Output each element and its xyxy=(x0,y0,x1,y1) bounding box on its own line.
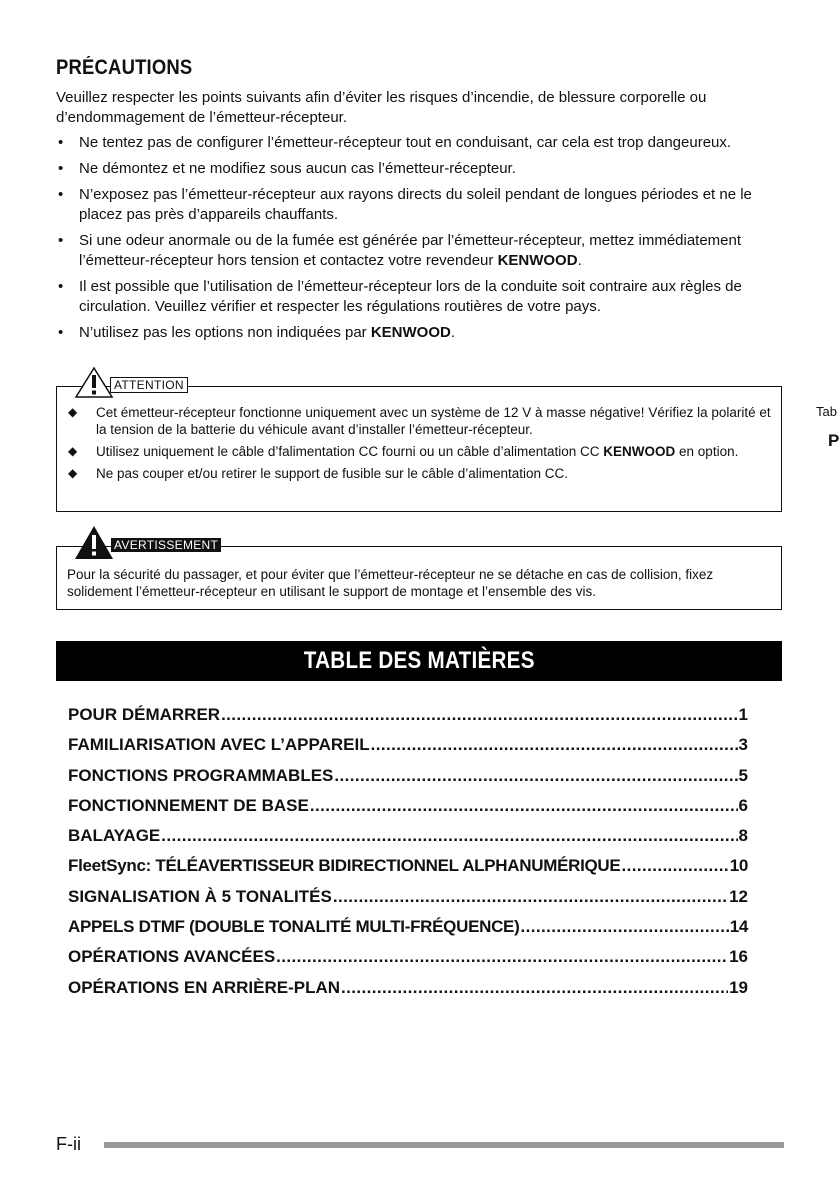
toc-entry-title: POUR DÉMARRER xyxy=(68,705,221,724)
toc-entry-page: 6 xyxy=(738,795,748,815)
precaution-item xyxy=(56,277,784,317)
adjacent-page-fragment: Tab xyxy=(816,404,837,419)
toc-entry-title: SIGNALISATION À 5 TONALITÉS xyxy=(68,886,332,906)
toc-dot-leader xyxy=(221,700,737,730)
toc-dot-leader xyxy=(276,942,728,972)
attention-item xyxy=(68,443,773,460)
precaution-text: Il est possible que l’utilisation de l’émetteur-récepteur lors de la conduite soit contraire aux règles de circulation. Veuillez vérifier et respecter les régulations routières de votre pays. xyxy=(79,278,742,315)
toc-dot-leader xyxy=(621,851,728,881)
precaution-text: N’utilisez pas les options non indiquées par xyxy=(79,324,371,341)
precaution-text-end: . xyxy=(450,324,456,341)
diamond-bullet-icon: ◆ xyxy=(68,405,78,419)
precaution-text: Si une odeur anormale ou de la fumée est générée par l’émetteur-récepteur, mettez immédiatement l’émetteur-récepteur hors tension et contactez votre revendeur xyxy=(79,232,742,269)
toc-entry-title: APPELS DTMF (DOUBLE TONALITÉ MULTI-FRÉQUENCE) xyxy=(68,917,520,937)
precaution-item xyxy=(56,159,784,179)
toc-entry-title: OPÉRATIONS AVANCÉES xyxy=(68,947,276,967)
toc-entry-page: 10 xyxy=(729,856,748,876)
precaution-text: Ne démontez et ne modifiez sous aucun cas l’émetteur-récepteur. xyxy=(79,160,516,177)
toc-dot-leader xyxy=(334,761,737,791)
toc-entry-page: 8 xyxy=(738,826,748,846)
bullet-icon: • xyxy=(58,324,64,341)
toc-entry[interactable] xyxy=(68,851,748,881)
toc-entry[interactable] xyxy=(68,730,748,760)
toc-entry[interactable] xyxy=(68,973,748,1003)
toc-banner xyxy=(56,641,782,681)
diamond-bullet-icon: ◆ xyxy=(68,444,78,458)
precautions-intro: Veuillez respecter les points suivants afin d’éviter les risques d’incendie, de blessure corporelle ou d’endommagement de l’émetteur-récepteur. xyxy=(56,89,707,126)
precaution-item xyxy=(56,231,784,271)
precaution-text: Ne tentez pas de configurer l’émetteur-récepteur tout en conduisant, car cela est trop dangeureux. xyxy=(79,134,732,151)
warning-label: AVERTISSEMENT xyxy=(111,538,221,552)
table-of-contents xyxy=(68,700,748,1003)
toc-dot-leader xyxy=(520,912,728,942)
toc-dot-leader xyxy=(333,882,728,912)
toc-entry-page: 16 xyxy=(729,947,748,967)
toc-entry-page: 3 xyxy=(738,735,748,755)
toc-entry-page: 1 xyxy=(738,705,748,724)
caution-triangle-icon xyxy=(74,366,114,399)
toc-dot-leader xyxy=(371,730,738,760)
toc-entry-page: 5 xyxy=(738,765,748,785)
toc-entry-title: FleetSync: TÉLÉAVERTISSEUR BIDIRECTIONNEL ALPHANUMÉRIQUE xyxy=(68,856,621,876)
attention-text: Cet émetteur-récepteur fonctionne uniquement avec un système de 12 V à masse négative! Vérifiez la polarité et la tension de la batterie du véhicule avant d’installer l’émetteur-récepteur. xyxy=(96,405,771,437)
attention-item xyxy=(68,404,773,438)
attention-text-end: en option. xyxy=(675,444,739,459)
toc-entry-title: FONCTIONNEMENT DE BASE xyxy=(68,795,309,815)
precaution-item xyxy=(56,323,784,343)
attention-label: ATTENTION xyxy=(110,377,188,393)
toc-entry[interactable] xyxy=(68,882,748,912)
toc-title: TABLE DES MATIÈRES xyxy=(303,647,535,674)
toc-entry-page: 14 xyxy=(729,917,748,937)
page-number: F-ii xyxy=(56,1134,81,1154)
toc-dot-leader xyxy=(310,791,738,821)
toc-entry-page: 19 xyxy=(729,977,748,997)
toc-dot-leader xyxy=(341,973,728,1003)
precaution-text-end: . xyxy=(577,252,582,269)
warning-triangle-icon xyxy=(74,525,114,561)
brand-name: KENWOOD xyxy=(370,324,451,341)
toc-entry-page: 12 xyxy=(729,886,748,906)
diamond-bullet-icon: ◆ xyxy=(68,466,78,480)
toc-entry[interactable] xyxy=(68,791,748,821)
toc-entry[interactable] xyxy=(68,912,748,942)
brand-name: KENWOOD xyxy=(603,444,676,459)
bullet-icon: • xyxy=(58,160,64,177)
adjacent-page-fragment: P xyxy=(828,431,840,450)
toc-entry-title: OPÉRATIONS EN ARRIÈRE-PLAN xyxy=(68,977,341,997)
precautions-heading: PRÉCAUTIONS xyxy=(56,56,193,79)
footer-rule xyxy=(104,1142,784,1148)
toc-entry[interactable] xyxy=(68,942,748,972)
brand-name: KENWOOD xyxy=(497,252,578,269)
bullet-icon: • xyxy=(58,232,64,249)
bullet-icon: • xyxy=(58,134,64,151)
precautions-list xyxy=(56,133,784,349)
toc-dot-leader xyxy=(161,821,737,851)
precaution-text: N’exposez pas l’émetteur-récepteur aux rayons directs du soleil pendant de longues périodes et ne le placez pas près d’appareils chauffants. xyxy=(79,186,752,223)
warning-text: Pour la sécurité du passager, et pour éviter que l’émetteur-récepteur ne se détache en cas de collision, fixez solidement l’émetteur-récepteur en utilisant le support de montage et l’ensemble des vis. xyxy=(67,567,714,599)
attention-item xyxy=(68,465,773,482)
bullet-icon: • xyxy=(58,186,64,203)
toc-entry[interactable] xyxy=(68,821,748,851)
toc-entry[interactable] xyxy=(68,700,748,730)
toc-entry-title: FAMILIARISATION AVEC L’APPAREIL xyxy=(68,735,370,755)
precaution-item xyxy=(56,185,784,225)
toc-entry-title: FONCTIONS PROGRAMMABLES xyxy=(68,765,334,785)
attention-text: Utilisez uniquement le câble d’falimentation CC fourni ou un câble d’alimentation CC xyxy=(96,444,604,459)
attention-text: Ne pas couper et/ou retirer le support de fusible sur le câble d’alimentation CC. xyxy=(96,466,568,481)
attention-list xyxy=(68,404,773,487)
toc-entry-title: BALAYAGE xyxy=(68,826,161,846)
bullet-icon: • xyxy=(58,278,64,295)
toc-entry[interactable] xyxy=(68,761,748,791)
precaution-item xyxy=(56,133,784,153)
